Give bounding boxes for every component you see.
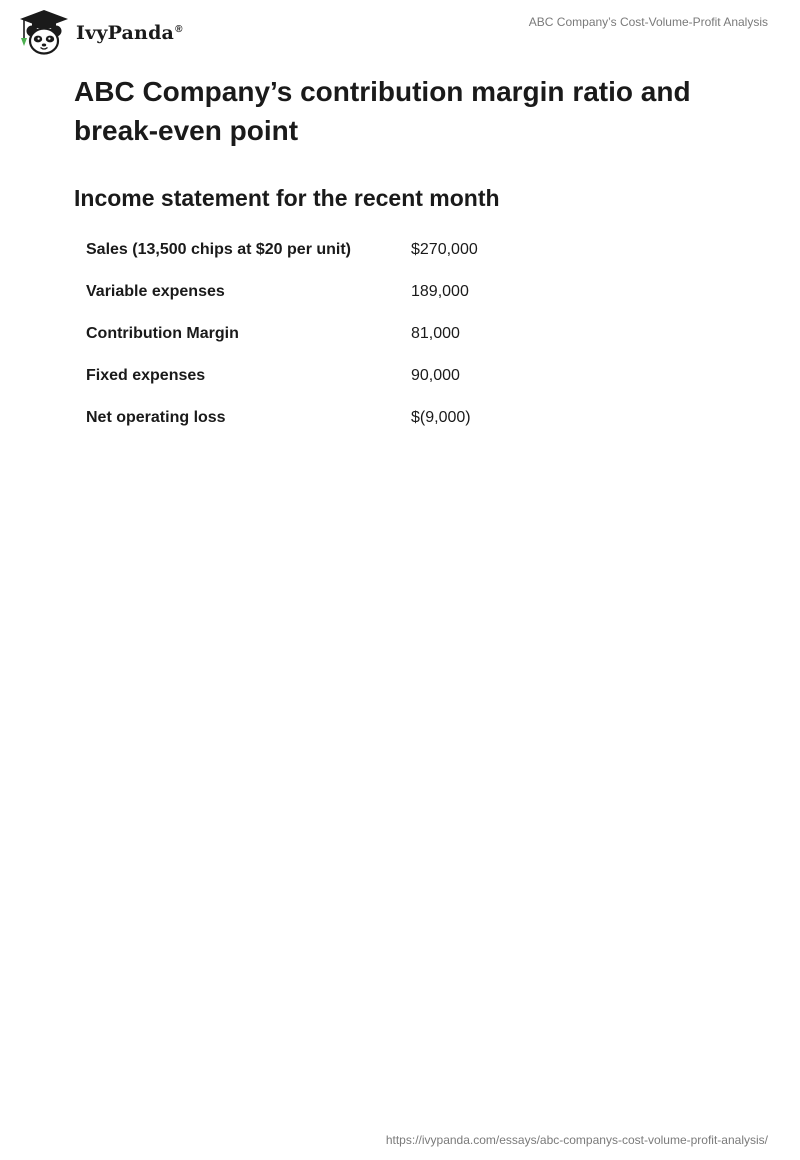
row-label: Sales (13,500 chips at $20 per unit) [86, 241, 352, 258]
brand-name: IvyPanda® [76, 22, 183, 44]
row-label: Fixed expenses [86, 367, 206, 384]
row-label: Contribution Margin [86, 325, 239, 342]
document-body [74, 72, 754, 439]
table-row [74, 397, 478, 439]
table-row [74, 229, 478, 271]
ivypanda-logo[interactable] [16, 8, 183, 56]
panda-graduate-icon [16, 8, 72, 56]
running-title: ABC Company’s Cost-Volume-Profit Analysis [528, 15, 768, 29]
row-value: 81,000 [411, 325, 460, 342]
income-statement-table [74, 229, 478, 439]
row-value: 189,000 [411, 283, 469, 300]
table-row [74, 355, 478, 397]
page-header [0, 0, 800, 60]
row-value: $(9,000) [411, 409, 471, 426]
row-label: Variable expenses [86, 283, 225, 300]
section-heading: Income statement for the recent month [74, 185, 500, 211]
source-url-link[interactable]: https://ivypanda.com/essays/abc-companys-cost-volume-profit-analysis/ [385, 1133, 768, 1147]
row-value: 90,000 [411, 367, 460, 384]
registered-mark: ® [175, 23, 183, 35]
table-row [74, 271, 478, 313]
page-title: ABC Company’s contribution margin ratio and break-even point [74, 76, 691, 146]
row-label: Net operating loss [86, 409, 226, 426]
table-row [74, 313, 478, 355]
row-value: $270,000 [411, 241, 478, 258]
